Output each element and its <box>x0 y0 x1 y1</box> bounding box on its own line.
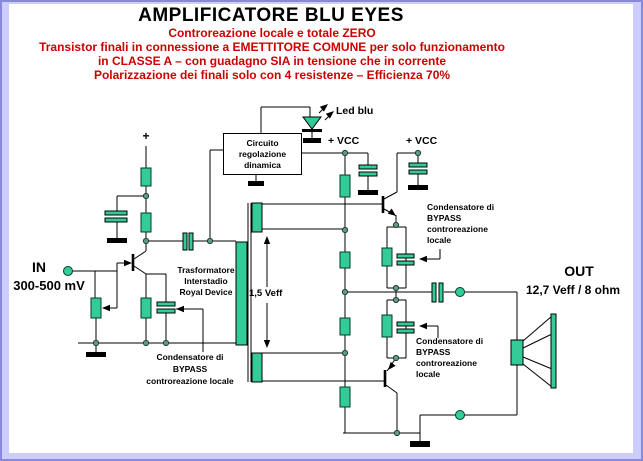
capacitor-bar <box>397 329 414 333</box>
terminal-node <box>456 288 465 297</box>
transformer-label-line: Trasformatore <box>177 265 235 275</box>
resistor <box>141 168 151 186</box>
bypass-label-upper-right <box>427 202 511 246</box>
regulation-box-line: Circuito <box>246 137 279 148</box>
led-label-line: Led blu <box>336 105 374 117</box>
capacitor-bar <box>189 233 193 250</box>
bypass-upper-pointer <box>419 256 427 262</box>
subtitle-line: Polarizzazione dei finali solo con 4 resistenze – Efficienza 70% <box>93 68 451 82</box>
vcc-left <box>328 136 372 147</box>
junction-dot <box>393 355 398 360</box>
terminal-node <box>456 411 465 420</box>
wire <box>523 316 552 341</box>
capacitor-bar <box>157 309 175 313</box>
subtitle-line: Controreazione locale e totale ZERO <box>168 26 376 40</box>
capacitor-bar <box>397 254 414 258</box>
junction-dot <box>393 297 398 302</box>
junction-dot <box>207 238 212 243</box>
bypass-label-upper-right-line: controreazione <box>427 224 488 234</box>
regulation-box <box>223 133 302 175</box>
transformer-winding <box>252 353 262 382</box>
bypass-left-pointer <box>176 306 184 312</box>
capacitor-bar <box>409 163 427 167</box>
in-voltage <box>4 279 94 293</box>
resistor <box>141 298 151 318</box>
bypass-label-lower-right <box>416 336 500 380</box>
resistor <box>340 252 350 268</box>
out-label-line: OUT <box>564 263 594 279</box>
capacitor-bar <box>359 165 377 169</box>
wire <box>134 266 146 274</box>
junction-dot <box>143 238 148 243</box>
bypass-label-lower-right-line: Condensatore di <box>416 336 484 346</box>
junction-dot <box>394 430 399 435</box>
led-triangle <box>303 117 321 129</box>
bypass-label-lower-right-line: BYPASS <box>416 347 451 357</box>
capacitor-bar <box>105 218 127 222</box>
junction-dot <box>143 193 148 198</box>
led-cathode-bar <box>302 129 322 132</box>
regulation-box-line: regolazione <box>238 148 287 159</box>
pot-wiper-arrow <box>102 305 110 311</box>
regulation-box-line: dinamica <box>244 159 281 170</box>
vcc-right-line: + VCC <box>406 135 438 147</box>
wire <box>134 251 146 259</box>
veff-label <box>249 289 291 299</box>
junction-dot <box>342 150 347 155</box>
ground-symbol <box>86 352 106 357</box>
vcc-right <box>406 136 450 147</box>
in-label <box>22 260 56 275</box>
capacitor-bar <box>397 322 414 326</box>
transformer-label-line: Interstadio <box>184 276 228 286</box>
transformer-winding <box>252 203 262 232</box>
subtitle-line: in CLASSE A – con guadagno SIA in tensione che in corrente <box>97 54 447 68</box>
speaker-box <box>511 340 523 365</box>
wire <box>523 334 552 348</box>
transformer-label-line: Royal Device <box>179 287 233 297</box>
subtitle-line: Transistor finali in connessione a EMETTITORE COMUNE per solo funzionamento <box>39 40 505 54</box>
resistor <box>340 175 350 197</box>
bypass-lower-pointer <box>419 323 427 329</box>
resistor <box>141 213 151 232</box>
in-voltage-line: 300-500 mV <box>13 278 85 293</box>
junction-dot <box>163 340 168 345</box>
veff-arrow-up <box>264 236 270 244</box>
plus-sign <box>136 130 156 143</box>
plus-sign-line: + <box>142 129 150 143</box>
junction-dot <box>342 350 347 355</box>
resistor <box>91 298 101 318</box>
resistor <box>382 315 392 337</box>
out-voltage <box>518 284 628 297</box>
page-title: AMPLIFICATORE BLU EYES <box>138 5 404 26</box>
vcc-left-line: + VCC <box>328 135 360 147</box>
capacitor-bar <box>397 261 414 265</box>
junction-dot <box>393 222 398 227</box>
junction-dot <box>93 340 98 345</box>
junction-dot <box>415 150 420 155</box>
bypass-label-upper-right-line: BYPASS <box>427 213 462 223</box>
ground-symbol <box>303 138 321 143</box>
bypass-label-left-line: controreazione locale <box>146 376 234 386</box>
wire <box>386 385 397 393</box>
bypass-label-lower-right-line: controreazione <box>416 358 477 368</box>
capacitor-bar <box>359 172 377 176</box>
ground-symbol <box>107 238 127 243</box>
bypass-label-left <box>132 351 248 387</box>
out-label <box>556 264 602 279</box>
veff-label-line: 1,5 Veff <box>249 288 283 299</box>
veff-arrow-down <box>264 340 270 348</box>
capacitor-bar <box>183 233 187 250</box>
ground-symbol <box>248 181 264 186</box>
terminal-node <box>64 267 73 276</box>
bypass-label-upper-right-line: Condensatore di <box>427 202 495 212</box>
led-label <box>336 106 382 117</box>
bypass-label-upper-right-line: locale <box>427 235 452 245</box>
bypass-label-lower-right-line: locale <box>416 369 441 379</box>
out-voltage-line: 12,7 Veff / 8 ohm <box>525 283 621 297</box>
capacitor-bar <box>432 283 436 302</box>
junction-dot <box>342 227 347 232</box>
capacitor-bar <box>157 302 175 306</box>
in-label-line: IN <box>32 259 46 275</box>
capacitor-bar <box>409 170 427 174</box>
bypass-label-left-line: BYPASS <box>172 364 208 374</box>
resistor <box>340 387 350 407</box>
bypass-label-left-line: Condensatore di <box>156 352 224 362</box>
wire <box>384 192 397 199</box>
speaker-diaphragm <box>551 314 556 388</box>
q1-base-arrow <box>124 260 132 266</box>
resistor <box>340 318 350 335</box>
capacitor-bar <box>105 211 127 215</box>
transformer-label <box>163 265 249 298</box>
ground-symbol <box>358 190 378 195</box>
ground-symbol <box>410 441 430 447</box>
capacitor-bar <box>439 283 443 302</box>
junction-dot <box>393 285 398 290</box>
resistor <box>382 248 392 266</box>
ground-symbol <box>408 185 428 190</box>
junction-dot <box>143 340 148 345</box>
junction-dot <box>342 289 347 294</box>
